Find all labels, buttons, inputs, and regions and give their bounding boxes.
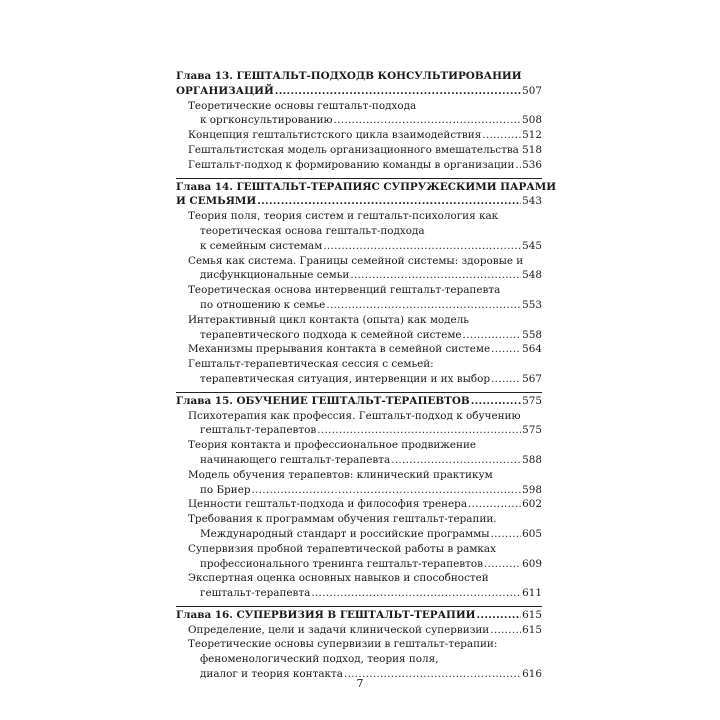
section-entry [176,483,542,498]
page-ref: 553 [522,298,542,311]
section-entry [176,268,542,283]
section-entry [176,158,542,173]
chapter-title [176,84,542,99]
section-entry [176,652,542,667]
section-entry-text: Концепция гештальтистского цикла взаимодействия [188,129,482,142]
section-entry [176,298,542,313]
section-entry-text: Ценности гештальт-подхода и философия тренера [188,498,468,511]
section-entry-text: Требования к программам обучения гештальт-терапии. [188,513,497,526]
page-ref: 545 [522,239,542,252]
section-entry [176,239,542,254]
section-entry-text: к оргконсультированию [200,114,333,127]
dot-leader [391,453,521,468]
page-number: 7 [356,677,364,690]
section-entry [176,512,542,527]
dot-leader [491,342,521,357]
section-entry [176,143,542,158]
section-entry [176,586,542,601]
chapter-title [176,394,542,409]
section-entry-text: Супервизия пробной терапевтической работы в рамках [188,542,496,555]
section-entry [176,637,542,652]
section-entry-text: Теория контакта и профессиональное продвижение [188,439,477,452]
page-ref: 605 [522,527,542,540]
dot-leader [482,128,521,143]
section-entry-text: профессионального тренинга гештальт-терапевтов [200,557,483,570]
section-entry-text: гештальт-терапевта [200,587,311,600]
dot-leader [334,113,522,128]
chapter-title-text: Глава 13. ГЕШТАЛЬТ-ПОДХОДВ КОНСУЛЬТИРОВАНИИ [176,70,522,82]
dot-leader [257,194,521,209]
section-entry-text: по Бриер [200,483,251,496]
section-entry-text: Механизмы прерывания контакта в семейной системе [188,343,491,356]
dot-leader [317,423,521,438]
dot-leader [468,497,521,512]
page-ref: 602 [522,498,542,511]
dot-leader [350,268,521,283]
section-entry [176,128,542,143]
dot-leader [275,84,521,99]
section-entry-text: Гештальтистская модель организационного вмешательства [188,143,519,156]
dot-leader [490,623,521,638]
dot-leader [491,527,522,542]
dot-leader [323,239,521,254]
chapter-title-text: И СЕМЬЯМИ [176,195,257,208]
dot-leader [311,586,521,601]
page-ref: 609 [522,557,542,570]
chapter-title [176,180,557,195]
page-ref: 615 [522,608,542,621]
chapter-title-text: Глава 14. ГЕШТАЛЬТ-ТЕРАПИЯС СУПРУЖЕСКИМИ ПАРАМИ [176,180,557,193]
dot-leader [491,372,521,387]
section-entry [176,409,542,424]
section-entry [176,224,542,239]
section-entry-text: терапевтическая ситуация, интервенции и их выбор [200,372,491,385]
page-ref: 588 [522,453,542,466]
section-entry-text: Международный стандарт и российские программы [200,527,490,540]
chapter-block [176,68,542,173]
section-entry-text: Теоретическая основа интервенций гештальт-терапевта [188,284,501,297]
page-ref: 615 [522,623,542,636]
dot-leader [515,158,521,173]
section-entry [176,438,542,453]
section-entry-text: к семейным системам [200,239,323,252]
dot-leader [484,557,521,572]
page-ref: 536 [522,158,542,171]
section-entry-text: Гештальт-терапевтическая сессия с семьей: [188,358,434,371]
dot-leader [252,483,522,498]
page-ref: 507 [522,84,542,97]
section-entry [176,623,542,638]
section-entry-text: диалог и теория контакта [200,668,343,681]
dot-leader [326,298,521,313]
page-ref: 518 [522,143,542,156]
section-entry [176,113,542,128]
section-entry [176,209,542,224]
chapter-title-text: ОРГАНИЗАЦИЙ [176,84,274,97]
page-ref: 564 [522,343,542,356]
section-entry-text: Теория поля, теория систем и гештальт-психология как [188,210,499,223]
section-entry [176,328,542,343]
page-ref: 575 [522,424,542,437]
section-entry-text: Психотерапия как профессия. Гештальт-подход к обучению [188,409,521,422]
chapter-block [176,606,542,682]
page-ref: 543 [522,195,542,208]
section-entry [176,542,542,557]
section-entry [176,423,542,438]
section-entry [176,468,542,483]
section-entry-text: Интерактивный цикл контакта (опыта) как модель [188,313,469,326]
page-ref: 548 [522,269,542,282]
chapter-title-text: Глава 15. ОБУЧЕНИЕ ГЕШТАЛЬТ-ТЕРАПЕВТОВ [176,394,470,407]
chapter-title [176,608,542,623]
page-ref: 558 [522,328,542,341]
chapter-block [176,178,557,387]
page-ref: 512 [522,129,542,142]
page-ref: 616 [522,668,542,681]
section-entry-text: Гештальт-подход к формированию команды в организации [188,158,515,171]
section-entry-text: Экспертная оценка основных навыков и способностей [188,572,489,585]
section-entry-text: Модель обучения терапевтов: клинический практикум [188,468,493,481]
section-entry [176,497,542,512]
section-entry [176,453,542,468]
dot-leader [476,608,521,623]
section-entry [176,357,542,372]
section-entry [176,254,542,269]
page-ref: 611 [522,587,542,600]
section-entry-text: гештальт-терапевтов [200,424,317,437]
page-ref: 598 [522,483,542,496]
chapter-title-text: Глава 16. СУПЕРВИЗИЯ В ГЕШТАЛЬТ-ТЕРАПИИ [176,608,476,621]
chapter-title [176,69,542,84]
section-entry [176,342,542,357]
section-entry [176,571,542,586]
chapter-block [176,392,542,601]
section-entry [176,527,542,542]
chapter-title [176,194,542,209]
page-ref: 567 [522,372,542,385]
section-entry-text: теоретическая основа гештальт-подхода [200,224,425,237]
section-entry-text: дисфункциональные семьи [200,269,350,282]
section-entry [176,283,542,298]
section-entry-text: Теоретические основы супервизии в гештальт-терапии: [188,638,498,651]
page-ref: 575 [522,394,542,407]
dot-leader [520,143,521,158]
page-ref: 508 [522,114,542,127]
section-entry [176,372,542,387]
dot-leader [471,394,521,409]
section-entry [176,313,542,328]
section-entry-text: феноменологический подход, теория поля, [200,653,439,666]
table-of-contents [176,68,557,687]
section-entry [176,99,542,114]
dot-leader [463,328,522,343]
section-entry-text: Теоретические основы гештальт-подхода [188,99,417,112]
section-entry-text: по отношению к семье [200,298,326,311]
section-entry-text: Определение, цели и задачи клинической супервизии [188,623,490,636]
section-entry-text: Семья как система. Границы семейной системы: здоровые и [188,254,524,267]
section-entry-text: терапевтического подхода к семейной системе [200,328,462,341]
section-entry-text: начинающего гештальт-терапевта [200,453,391,466]
section-entry [176,557,542,572]
